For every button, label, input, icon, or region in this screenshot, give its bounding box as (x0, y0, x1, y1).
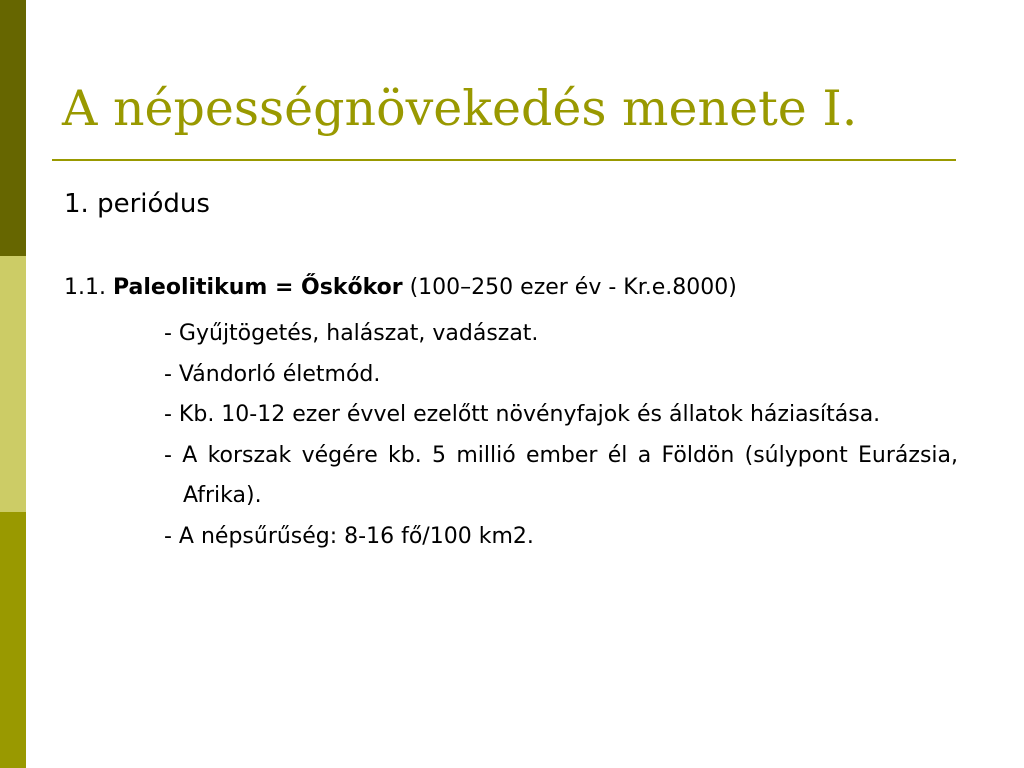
section-name: Paleolitikum = Őskőkor (112, 275, 403, 300)
section-number: 1.1. (64, 275, 106, 300)
slide-title: A népességnövekedés menete I. (62, 80, 858, 137)
title-underline (52, 159, 956, 161)
list-item: - Vándorló életmód. (164, 361, 381, 387)
sidebar-segment-bottom (0, 512, 26, 768)
sidebar-stripe (0, 0, 26, 768)
bullet-list (164, 314, 958, 557)
list-item: - A népsűrűség: 8-16 fő/100 km2. (164, 523, 534, 549)
sidebar-segment-top (0, 0, 26, 256)
period-heading: 1. periódus (64, 189, 210, 219)
list-item: - Kb. 10-12 ezer évvel ezelőtt növényfajok és állatok háziasítása. (164, 402, 881, 427)
sidebar-segment-middle (0, 256, 26, 512)
list-item: - Gyűjtögetés, halászat, vadászat. (164, 321, 539, 346)
section-range: (100–250 ezer év - Kr.e.8000) (409, 275, 737, 300)
section-heading (64, 275, 737, 301)
list-item: - A korszak végére kb. 5 millió ember él a Földön (súlypont Eurázsia, Afrika). (164, 442, 958, 508)
